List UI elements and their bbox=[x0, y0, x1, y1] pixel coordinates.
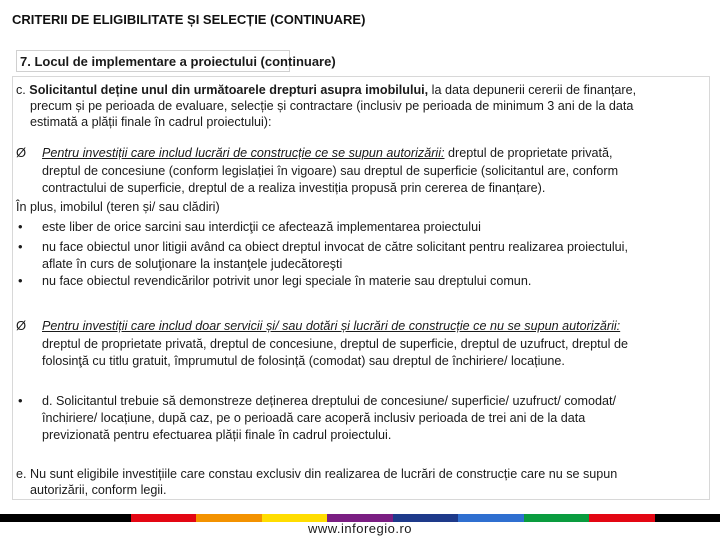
arrow-item-services-line3: folosinţă cu titlu gratuit, împrumutul de folosință (comodat) sau dreptul de închiriere/ locațiune. bbox=[42, 354, 565, 368]
page-title: CRITERII DE ELIGIBILITATE ȘI SELECȚIE (CONTINUARE) bbox=[12, 12, 366, 27]
arrow-item-services-underlined: Pentru investiții care includ doar servicii și/ sau dotări și lucrări de construcție ce nu se supun autorizării: bbox=[42, 319, 621, 333]
arrow-item-construction-line2: dreptul de concesiune (conform legislației în vigoare) sau dreptul de superficie (solicitantul are, conform bbox=[42, 164, 619, 178]
paragraph-c-prefix: c. bbox=[16, 83, 30, 97]
arrow-bullet-icon: Ø bbox=[16, 145, 27, 160]
paragraph-c-line2: precum și pe perioada de evaluare, selecție și contractare (inclusiv pe perioada de minimum 3 ani de la data bbox=[30, 99, 634, 113]
bullet-icon: • bbox=[18, 393, 23, 408]
arrow-item-construction-line3: contractului de superficie, dreptul de a realiza investiția propusă prin cererea de finanțare). bbox=[42, 181, 546, 195]
bullet-item: nu face obiectul revendicărilor potrivit unor legi speciale în materie sau dreptului comun. bbox=[42, 274, 532, 288]
arrow-bullet-icon: Ø bbox=[16, 318, 27, 333]
arrow-item-services bbox=[42, 318, 706, 334]
paragraph-d-line1: d. Solicitantul trebuie să demonstreze deținerea dreptului de concesiune/ superficie/ uzufruct/ comodat/ bbox=[42, 394, 617, 408]
arrow-item-construction bbox=[42, 145, 706, 161]
paragraph-e-line1: e. Nu sunt eligibile investițiile care constau exclusiv din realizarea de lucrări de construcție care nu se supun bbox=[16, 467, 618, 481]
bullet-icon: • bbox=[18, 273, 23, 288]
paragraph-e bbox=[16, 466, 706, 498]
paragraph-d-line3: previzionată pentru efectuarea plății finale în cadrul proiectului. bbox=[42, 428, 392, 442]
arrow-item-construction-rest: dreptul de proprietate privată, bbox=[444, 146, 613, 160]
bullet-item-line2: aflate în curs de soluţionare la instanţele judecătoreşti bbox=[42, 257, 343, 271]
in-plus-text: În plus, imobilul (teren și/ sau clădiri) bbox=[16, 200, 220, 214]
footer-url: www.inforegio.ro bbox=[307, 521, 413, 536]
paragraph-d-line2: închiriere/ locațiune, după caz, pe o perioadă care acoperă inclusiv perioada de trei ani de la data bbox=[42, 411, 586, 425]
arrow-item-services-line2: dreptul de proprietate privată, dreptul de concesiune, dreptul de superficie, dreptul de uzufruct, dreptul de bbox=[42, 337, 628, 351]
section-title: 7. Locul de implementare a proiectului (continuare) bbox=[20, 54, 336, 69]
bullet-item: nu face obiectul unor litigii având ca obiect dreptul invocat de către solicitant pentru realizarea proiectului, bbox=[42, 240, 628, 254]
paragraph-c bbox=[16, 82, 706, 130]
paragraph-c-bold: Solicitantul deține unul din următoarele drepturi asupra imobilului, bbox=[29, 83, 429, 97]
paragraph-c-rest: la data depunerii cererii de finanțare, bbox=[428, 83, 637, 97]
paragraph-c-line3: estimată a plății finale în cadrul proiectului): bbox=[30, 115, 272, 129]
bullet-icon: • bbox=[18, 239, 23, 254]
bullet-item: este liber de orice sarcini sau interdicţii ce afectează implementarea proiectului bbox=[42, 220, 481, 234]
arrow-item-construction-underlined: Pentru investiții care includ lucrări de construcție ce se supun autorizării: bbox=[42, 146, 445, 160]
paragraph-e-line2: autorizării, conform legii. bbox=[30, 483, 167, 497]
bullet-icon: • bbox=[18, 219, 23, 234]
